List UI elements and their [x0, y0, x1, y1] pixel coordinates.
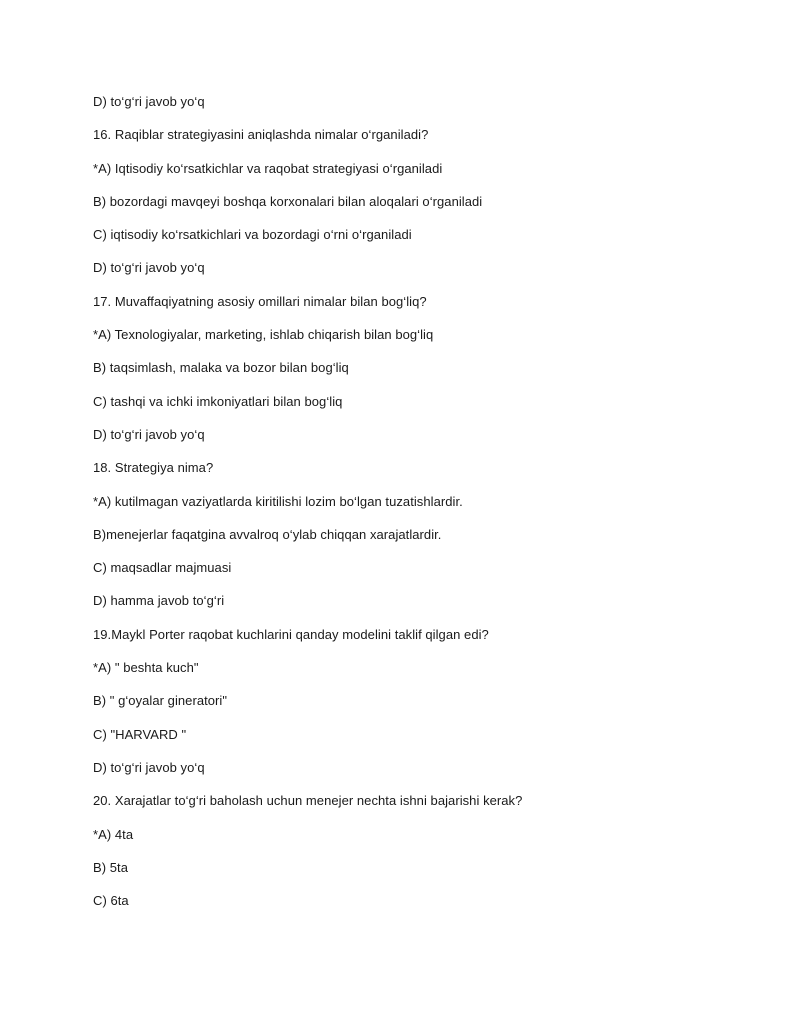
answer-option: *A) Iqtisodiy ko‘rsatkichlar va raqobat strategiyasi o‘rganiladi: [93, 160, 443, 176]
answer-option: B) 5ta: [93, 859, 128, 875]
quiz-text-block: [93, 94, 733, 926]
answer-option: B) bozordagi mavqeyi boshqa korxonalari bilan aloqalari o‘rganiladi: [93, 193, 483, 209]
answer-option: D) hamma javob to‘g‘ri: [93, 593, 225, 609]
answer-option: *A) 4ta: [93, 826, 134, 842]
answer-option: *A) Texnologiyalar, marketing, ishlab chiqarish bilan bog‘liq: [93, 327, 434, 343]
question-17: 17. Muvaffaqiyatning asosiy omillari nimalar bilan bog‘liq?: [93, 293, 427, 309]
answer-option: *A) kutilmagan vaziyatlarda kiritilishi lozim bo‘lgan tuzatishlardir.: [93, 493, 463, 509]
question-20: 20. Xarajatlar to‘g‘ri baholash uchun menejer nechta ishni bajarishi kerak?: [93, 793, 523, 809]
answer-option: C) tashqi va ichki imkoniyatlari bilan bog‘liq: [93, 393, 343, 409]
answer-option: C) 6ta: [93, 893, 129, 909]
answer-option: D) to‘g‘ri javob yo‘q: [93, 426, 205, 442]
question-18: 18. Strategiya nima?: [93, 460, 214, 476]
answer-option: C) "HARVARD ": [93, 726, 187, 742]
answer-option: C) maqsadlar majmuasi: [93, 560, 232, 576]
answer-option: B) taqsimlash, malaka va bozor bilan bog‘liq: [93, 360, 349, 376]
question-16: 16. Raqiblar strategiyasini aniqlashda nimalar o‘rganiladi?: [93, 127, 429, 143]
answer-option: B)menejerlar faqatgina avvalroq o‘ylab chiqqan xarajatlardir.: [93, 526, 442, 542]
answer-option: D) to‘g‘ri javob yo‘q: [93, 260, 205, 276]
answer-option: D) to‘g‘ri javob yo‘q: [93, 759, 205, 775]
answer-option: *A) " beshta kuch": [93, 660, 199, 676]
answer-option: C) iqtisodiy ko‘rsatkichlari va bozordagi o‘rni o‘rganiladi: [93, 227, 412, 243]
question-19: 19.Maykl Porter raqobat kuchlarini qanday modelini taklif qilgan edi?: [93, 626, 489, 642]
answer-option: D) to‘g‘ri javob yo‘q: [93, 94, 205, 109]
answer-option: B) " g‘oyalar gineratori": [93, 693, 228, 709]
